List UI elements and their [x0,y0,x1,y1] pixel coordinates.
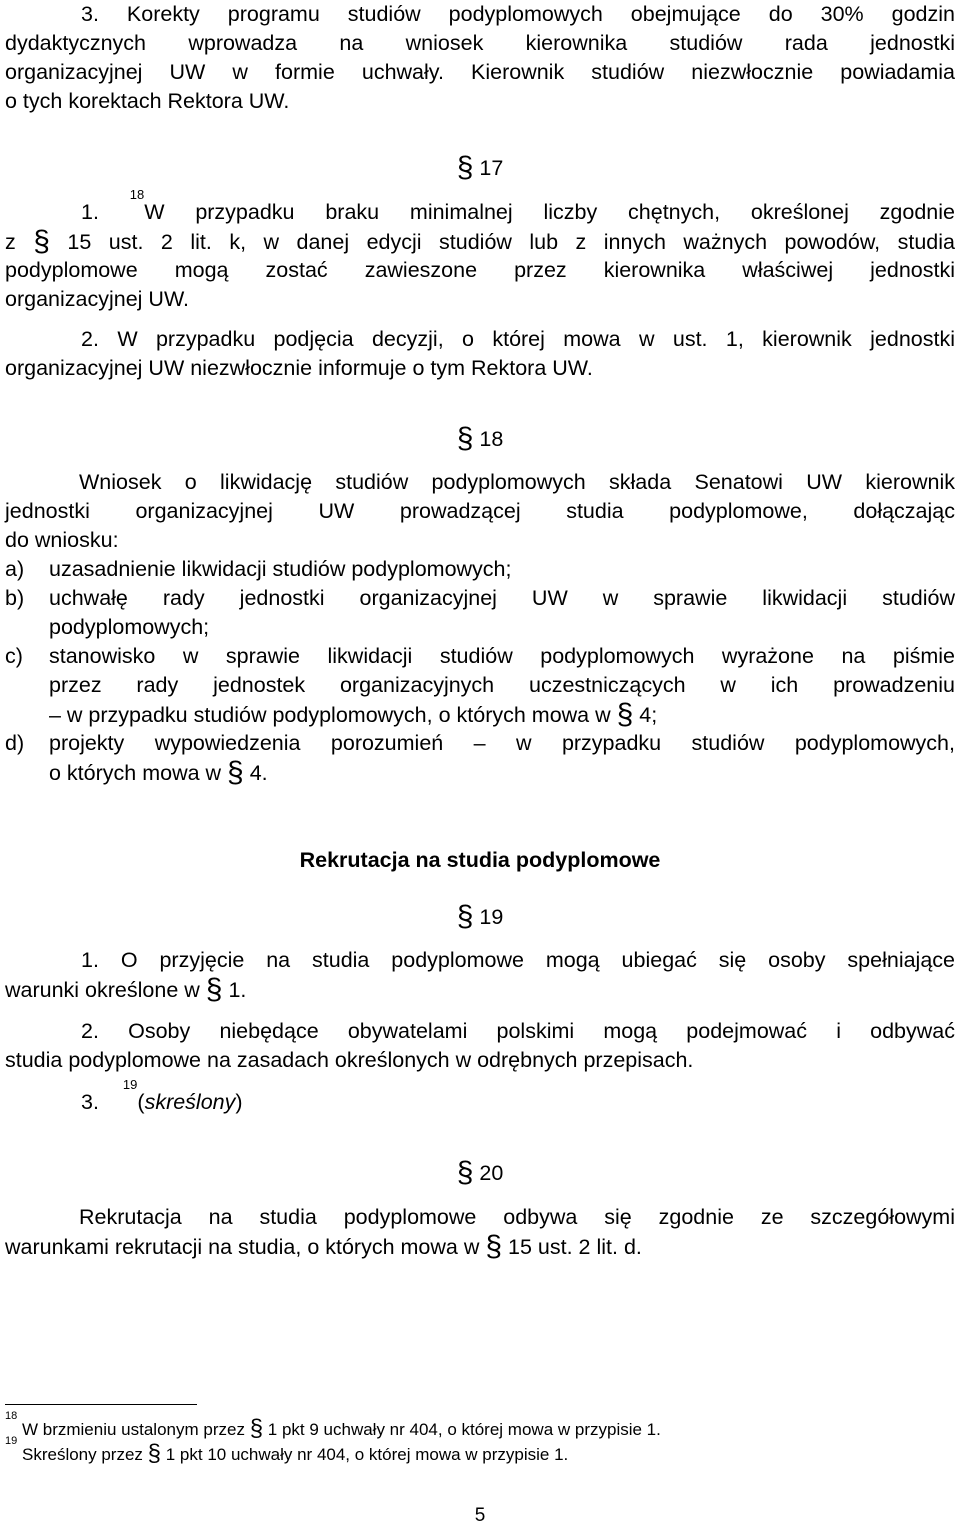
s17-p2-line-1 [5,325,955,354]
section-sign: § [485,1230,503,1263]
s19-p1-line-2 [5,975,955,1005]
paragraph-label: 3. [81,2,99,26]
section-sign: § [456,900,474,933]
list-text: uzasadnienie likwidacji studiów podyplomowych; [49,557,512,581]
footnote-ref-19[interactable]: 19 [122,1077,138,1092]
section-number: 18 [479,427,504,451]
list-text-line-1: stanowisko w sprawie likwidacji studiów podyplomowych wyrażone na piśmie [49,644,955,668]
section-17-heading [0,153,960,183]
text: – w przypadku studiów podyplomowych, o których mowa w [49,703,611,727]
footnote-18 [5,1410,955,1442]
s19-p3: 3. $^{19}$(skreślony) [5,1088,955,1117]
section-sign: § [456,1156,474,1189]
page-number: 5 [474,1505,486,1526]
text: O przyjęcie na studia podyplomowe mogą ubiegać się osoby spełniające [120,948,955,972]
section-number: 19 [479,905,504,929]
s20-line-1 [5,1203,955,1232]
text: 1 pkt 10 uchwały nr 404, o której mowa w przypisie 1. [165,1445,569,1464]
text: warunkami rekrutacji na studia, o których mowa w [5,1235,480,1259]
text: Wniosek o likwidację studiów podyplomowych składa Senatowi UW kierownik [79,470,955,494]
text: Skreślony przez [21,1445,143,1464]
paragraph-label: 2. [81,1019,99,1043]
list-text-line-3 [49,700,955,730]
list-text-line-2: przez rady jednostek organizacyjnych uczestniczących w ich prowadzeniu [49,673,955,697]
footnote-19 [5,1435,955,1467]
list-label: a) [5,557,25,581]
section-sign: § [456,422,474,455]
text: warunki określone w [5,978,200,1002]
section-20-heading [0,1158,960,1188]
paragraph-3-line-2: dydaktycznych wprowadza na wniosek kierownika studiów rada jednostki [5,31,955,55]
s18-intro-line-2: jednostki organizacyjnej UW prowadzącej studia podyplomowe, dołączając [5,499,955,523]
section-sign: § [227,756,244,789]
text: 1. [228,978,247,1002]
list-text-line-1: uchwałę rady jednostki organizacyjnej UW w sprawie likwidacji studiów [49,586,955,610]
s17-p1-line-3: podyplomowe mogą zostać zawieszone przez kierownika właściwej jednostki [5,258,955,282]
section-sign: § [147,1440,162,1467]
footnote-number: 18 [5,1410,18,1422]
s17-p1-line-1 [5,187,955,227]
section-sign: § [205,973,223,1006]
section-sign: § [249,1415,264,1442]
footnote-ref-18[interactable]: 18 [129,187,145,202]
s20-line-2 [5,1232,955,1262]
text: Korekty programu studiów podyplomowych obejmujące do 30% godzin [126,2,955,26]
s17-p1-line-2 [5,227,955,257]
section-number: 20 [479,1161,504,1185]
text: 15 ust. 2 lit. k, w danej edycji studiów lub z innych ważnych powodów, studia [67,230,955,254]
list-item-a [5,555,955,584]
section-19-heading [0,902,960,932]
paragraph-label: 2. [81,327,99,351]
footnote-separator [5,1404,197,1405]
footnote-number: 19 [5,1435,18,1447]
paragraph-3-line-1 [5,0,955,29]
section-sign: § [456,151,474,184]
text: 1 pkt 9 uchwały nr 404, o której mowa w przypisie 1. [267,1420,661,1439]
s19-p2-line-2: studia podyplomowe na zasadach określonych w odrębnych przepisach. [5,1048,694,1072]
text: Rekrutacja na studia podyplomowe odbywa się zgodnie ze szczegółowymi [79,1205,955,1229]
section-sign: § [33,225,50,258]
text: 4; [639,703,658,727]
text: z [5,230,16,254]
text: 15 ust. 2 lit. d. [508,1235,642,1259]
list-label: c) [5,644,23,668]
s19-p1-line-1 [5,946,955,975]
paragraph-label: 1. [81,200,99,224]
list-label: b) [5,586,25,610]
list-text-line-2 [49,758,955,788]
list-item-d [5,729,955,788]
s17-p1-line-4: organizacyjnej UW. [5,287,190,311]
list-item-c [5,642,955,730]
chapter-heading: Rekrutacja na studia podyplomowe [299,848,661,872]
section-18-heading [0,424,960,454]
list-item-b [5,584,955,642]
s18-intro-line-3: do wniosku: [5,528,119,552]
text: o których mowa w [49,761,222,785]
paragraph-3-line-4: o tych korektach Rektora UW. [5,89,290,113]
text: W przypadku braku minimalnej liczby chętnych, określonej zgodnie [144,200,955,224]
s18-intro-line-1 [5,468,955,497]
section-number: 17 [479,156,504,180]
text: W brzmieniu ustalonym przez [21,1420,245,1439]
section-sign: § [616,698,634,731]
list-text-line-2: podyplomowych; [49,615,210,639]
paragraph-3-line-3: organizacyjnej UW w formie uchwały. Kierownik studiów niezwłocznie powiadamia [5,60,955,84]
list-text-line-1: projekty wypowiedzenia porozumień – w przypadku studiów podyplomowych, [49,731,955,755]
s19-p2-line-1 [5,1017,955,1046]
text: 4. [249,761,268,785]
s17-p2-line-2: organizacyjnej UW niezwłocznie informuje o tym Rektora UW. [5,356,593,380]
list-label: d) [5,731,25,755]
text: Osoby niebędące obywatelami polskimi mogą podejmować i odbywać [128,1019,955,1043]
text: W przypadku podjęcia decyzji, o której mowa w ust. 1, kierownik jednostki [117,327,956,351]
text: skreślony [144,1090,236,1114]
paragraph-label: 3. [81,1090,99,1114]
paragraph-label: 1. [81,948,99,972]
